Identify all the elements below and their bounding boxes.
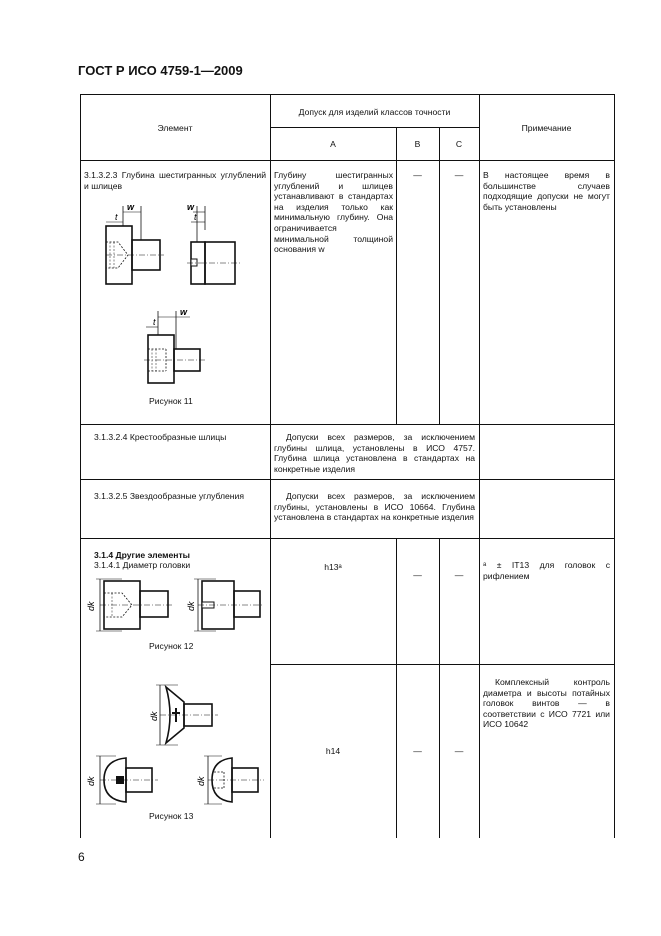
dk-label: dk [86, 601, 96, 611]
col-note-left [479, 94, 480, 838]
dk-label: dk [196, 776, 206, 786]
page-number: 6 [78, 850, 85, 864]
row1-bottom-border [80, 424, 614, 425]
row5-class-a: h14 [325, 746, 341, 756]
table-right-border [614, 94, 615, 838]
col-b-left-lower [396, 538, 397, 838]
row3-element: 3.1.3.2.5 Звездообразные углубления [94, 491, 245, 501]
row4-class-b: — [413, 570, 422, 580]
figure-13-round-head-slot [82, 752, 162, 808]
row1-class-b: — [413, 170, 422, 180]
header-class-b: B [414, 139, 421, 149]
table-left-border [80, 94, 81, 838]
figure-12-hex-head [82, 575, 177, 635]
row4-class-a: h13ᵃ [324, 562, 342, 572]
w-label: w [180, 307, 188, 317]
row1-element: 3.1.3.2.3 Глубина шестигранных углублений и шлицев [84, 170, 266, 191]
header-bottom-border [80, 160, 614, 161]
figure-12-slotted-head [182, 575, 267, 635]
t-label: t [153, 317, 156, 327]
row1-note: В настоящее время в большинстве случаев подходящие допуски не могут быть установлены [483, 170, 610, 212]
row2-element: 3.1.3.2.4 Крестообразные шлицы [94, 432, 227, 442]
figure-11-caption: Рисунок 11 [149, 396, 193, 406]
row5-class-c: — [454, 746, 464, 756]
header-class-a: A [330, 139, 336, 149]
row2-bottom-border [80, 479, 614, 480]
col-c-left-lower [439, 538, 440, 838]
row4-class-c: — [454, 570, 464, 580]
row4-note: ᵃ ± IT13 для головок с рифлением [483, 560, 610, 581]
w-label: w [187, 202, 195, 212]
t-label: t [115, 212, 118, 222]
w-label: w [127, 202, 135, 212]
row1-class-c: — [454, 170, 464, 180]
header-class-c: C [455, 139, 463, 149]
figure-13-countersunk-cross [140, 680, 220, 750]
header-tolerance: Допуск для изделий классов точности [298, 107, 451, 117]
figure-11-star-socket [140, 305, 210, 390]
figure-13-round-head-cross [192, 752, 267, 808]
header-subdivider [270, 127, 479, 128]
table-top-border [80, 94, 614, 95]
document-title: ГОСТ Р ИСО 4759-1—2009 [78, 63, 243, 78]
row4-section-title: 3.1.4 Другие элементы [94, 550, 190, 560]
row3-bottom-border [80, 538, 614, 539]
figure-12-caption: Рисунок 12 [149, 641, 194, 651]
row3-tolerance: Допуски всех размеров, за исключением глубины, установлены в ИСО 10664. Глубина установлена в стандартах на конкретные изделия [274, 491, 475, 523]
col-a-left [270, 94, 271, 838]
row5-note: Комплексный контроль диаметра и высоты потайных головок винтов — в соответствии с ИСО 7721 или ИСО 10642 [483, 677, 610, 730]
dk-label: dk [186, 601, 196, 611]
header-element: Элемент [157, 123, 193, 133]
header-note: Примечание [521, 123, 572, 133]
row1-class-a: Глубину шестигранных углублений и шлицев устанавливают в стандартах на изделия только как минимальную глубину. Она ограничивается минимальной толщиной основания w [274, 170, 393, 255]
row2-tolerance: Допуски всех размеров, за исключением глубины шлица, установлены в ИСО 4757. Глубина шлица установлена в стандартах на конкретные изделия [274, 432, 475, 474]
t-label: t [194, 212, 197, 222]
row4-element: 3.1.4.1 Диаметр головки [94, 560, 191, 570]
figure-13-caption: Рисунок 13 [149, 811, 194, 821]
row5-class-b: — [413, 746, 422, 756]
row4-bottom-border [270, 664, 614, 665]
figure-11-hex-socket [96, 200, 166, 290]
dk-label: dk [149, 711, 159, 721]
dk-label: dk [86, 776, 96, 786]
figure-11-slot [183, 200, 243, 290]
